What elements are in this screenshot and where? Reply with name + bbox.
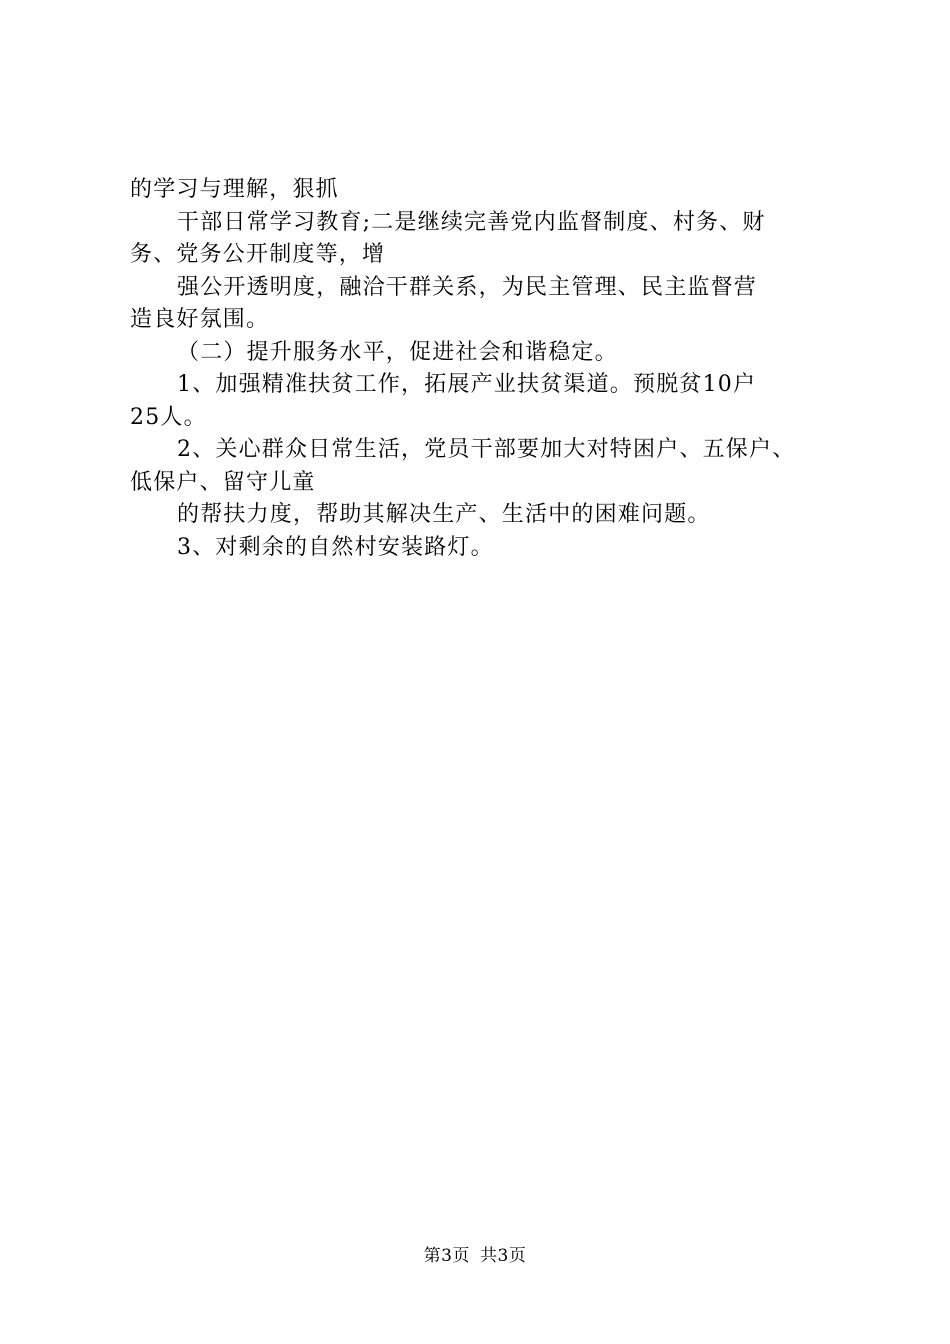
paragraph-line: 强公开透明度，融洽干群关系，为民主管理、民主监督营 bbox=[177, 274, 758, 300]
paragraph-line: 的学习与理解，狠抓 bbox=[130, 177, 339, 202]
paragraph-line: 干部日常学习教育;二是继续完善党内监督制度、村务、财 bbox=[177, 209, 766, 235]
paragraph-line: 低保户、留守儿童 bbox=[130, 469, 316, 495]
paragraph-line: 25人。 bbox=[130, 404, 207, 430]
paragraph-line: 造良好氛围。 bbox=[130, 307, 270, 332]
page-total: 共3页 bbox=[480, 1246, 527, 1266]
section-heading: （二）提升服务水平，促进社会和谐稳定。 bbox=[177, 339, 618, 365]
list-item: 2、关心群众日常生活，党员干部要加大对特困户、五保户、 bbox=[177, 437, 796, 462]
paragraph-line: 的帮扶力度，帮助其解决生产、生活中的困难问题。 bbox=[177, 502, 711, 527]
list-item: 3、对剩余的自然村安装路灯。 bbox=[177, 534, 494, 560]
list-item: 1、加强精准扶贫工作，拓展产业扶贫渠道。预脱贫10户 bbox=[177, 372, 757, 397]
paragraph-line: 务、党务公开制度等，增 bbox=[130, 242, 386, 267]
page-footer bbox=[0, 1244, 950, 1268]
page-number: 第3页 bbox=[423, 1246, 470, 1266]
document-body bbox=[130, 174, 850, 564]
